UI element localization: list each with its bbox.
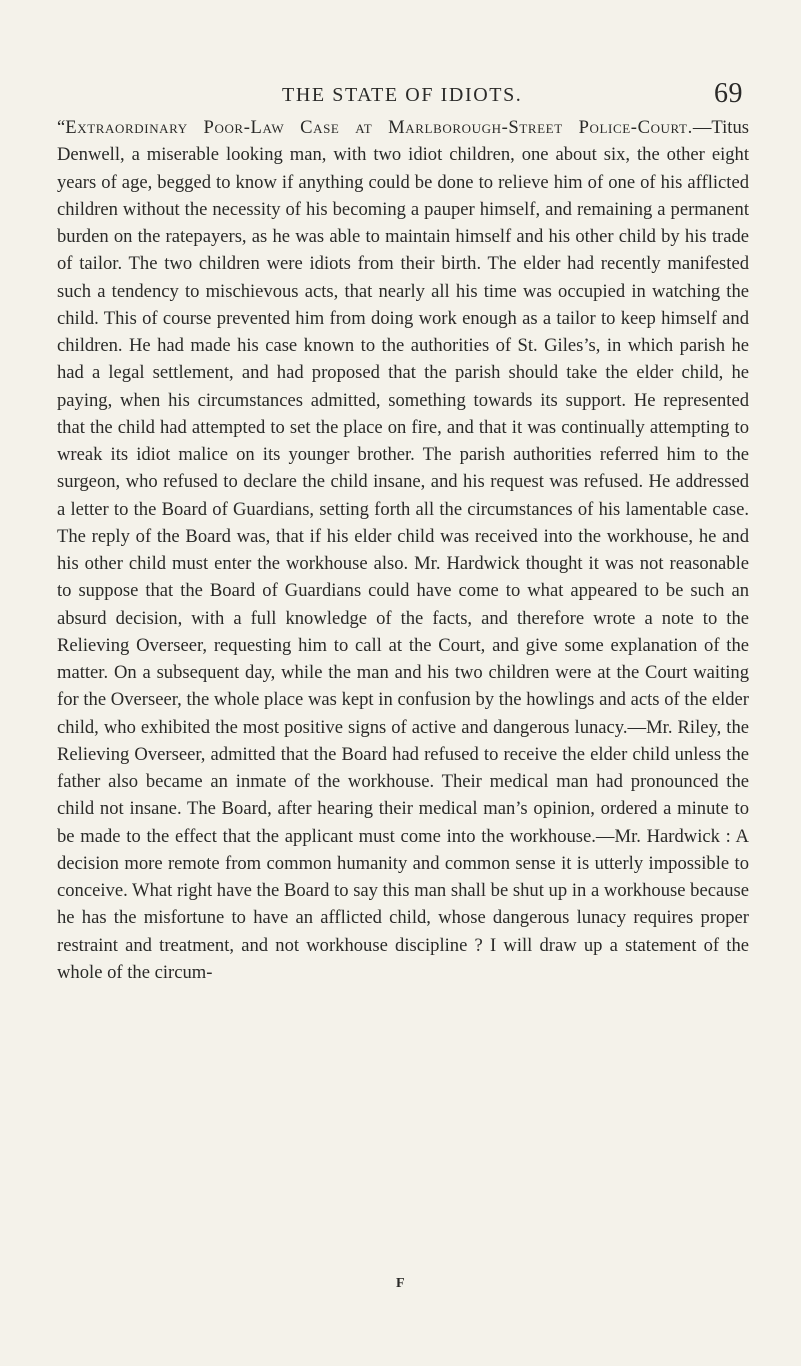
opening-quote: “: [57, 117, 66, 138]
article-paragraph: [57, 114, 749, 986]
article-body: —Titus Denwell, a miserable looking man, with two idiot children, one about six, the other eight years of age, begged to know if anything could be done to relieve him of one of his afflicted children without the necessity of his becoming a pauper himself, and remaining a permanent burden on the ratepayers, as he was able to maintain himself and his other child by his trade of tailor. The two children were idiots from their birth. The elder had recently manifested such a tendency to mischievous acts, that nearly all his time was occupied in watching the child. This of course prevented him from doing work enough as a tailor to keep himself and children. He had made his case known to the authorities of St. Giles’s, in which parish he had a legal settlement, and had proposed that the parish should take the elder child, he paying, when his circumstances admitted, something towards its support. He represented that the child had attempted to set the place on fire, and that it was continually attempting to wreak its idiot malice on its younger brother. The parish authorities referred him to the surgeon, who refused to declare the child insane, and his request was refused. He addressed a letter to the Board of Guardians, setting forth all the circumstances of his lamentable case. The reply of the Board was, that if his elder child was received into the workhouse, he and his other child must enter the workhouse also. Mr. Hardwick thought it was not reasonable to suppose that the Board of Guardians could have come to what appeared to be such an absurd decision, with a full knowledge of the facts, and therefore wrote a note to the Relieving Overseer, requesting him to call at the Court, and give some explanation of the matter. On a subsequent day, while the man and his two children were at the Court waiting for the Overseer, the whole place was kept in confusion by the howlings and acts of the elder child, who exhibited the most positive signs of active and dangerous lunacy.—Mr. Riley, the Relieving Overseer, admitted that the Board had refused to receive the elder child unless the father also became an inmate of the workhouse. Their medical man had pronounced the child not insane. The Board, after hearing their medical man’s opinion, ordered a minute to be made to the effect that the applicant must come into the workhouse.—Mr. Hardwick : A decision more remote from common humanity and common sense it is utterly impossible to conceive. What right have the Board to say this man shall be shut up in a workhouse because he has the misfortune to have an afflicted child, whose dangerous lunacy requires proper restraint and treatment, and not workhouse discipline ? I will draw up a statement of the whole of the circum-: [57, 117, 749, 983]
running-title: THE STATE OF IDIOTS.: [282, 84, 523, 106]
article-text: [57, 114, 749, 986]
article-heading: Extraordinary Poor-Law Case at Marlborough-Street Police-Court.: [65, 117, 693, 138]
signature-mark: F: [396, 1276, 405, 1291]
page-number: 69: [714, 78, 743, 109]
